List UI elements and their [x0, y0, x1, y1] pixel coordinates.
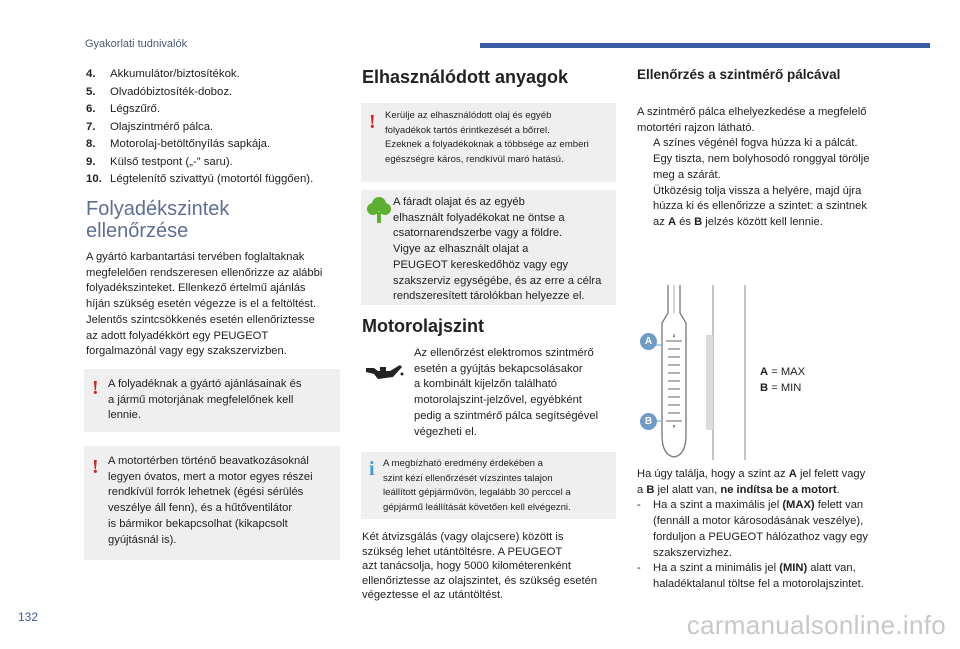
text-span: felett van — [814, 499, 864, 512]
list-item — [637, 561, 912, 592]
dipstick-graduations — [666, 341, 682, 421]
info-icon: i — [369, 458, 375, 480]
mark-b: B — [694, 215, 703, 228]
item-number: 9. — [86, 155, 96, 168]
heading-line: ellenőrzése — [86, 220, 189, 242]
list-item — [637, 136, 907, 152]
item-number: 6. — [86, 103, 96, 115]
text-line: Kerülje az elhasználódott olaj és egyéb — [385, 110, 552, 121]
text-span: Ha úgy találja, hogy a szint az — [637, 468, 789, 480]
list-item — [637, 498, 912, 561]
text-line: híján szükség esetén végezze is el a feltöltést. — [86, 298, 317, 311]
bullet-icon — [637, 136, 653, 152]
warning-text — [108, 454, 336, 548]
item-number: 4. — [86, 68, 96, 80]
text-bold: (MIN) — [779, 562, 808, 575]
item-text: Külső testpont („-” saru). — [110, 155, 233, 168]
warning-text — [108, 377, 336, 424]
text-line: A gyártó karbantartási tervében foglaltaknak — [86, 251, 305, 263]
text-line: A szintmérő pálca elhelyezkedése a megfelelő — [637, 106, 867, 118]
section-title: Gyakorlati tudnivalók — [85, 38, 188, 50]
legend-value: = MAX — [768, 366, 806, 378]
mark-a: A — [788, 468, 797, 480]
text-line: legyen óvatos, mert a motor egyes részei — [108, 470, 313, 483]
text-span: és — [676, 215, 695, 228]
watermark: carmanualsonline.info — [686, 610, 946, 640]
text-line: Ütközésig tolja vissza a helyére, majd újra — [653, 184, 862, 197]
text-line: veszélye áll fenn), és a hűtőventilátor — [108, 502, 293, 515]
list-item — [86, 101, 346, 119]
dipstick-outcome — [637, 467, 912, 593]
text-line: szint kézi ellenőrzését vízszintes talajon — [383, 472, 553, 484]
text-line: rendkívül forrók lehetnek (égési sérülés — [108, 486, 304, 499]
text-line: húzza ki és ellenőrizze a szintet: a szintnek — [653, 200, 867, 213]
list-item — [86, 84, 346, 102]
text-line: A fáradt olajat és az egyéb — [393, 196, 525, 208]
page-number: 132 — [18, 610, 39, 624]
list-item — [637, 184, 907, 231]
info-box — [361, 452, 616, 519]
text-line: gépjármű leállítását követően kell elvégezni. — [383, 501, 571, 513]
text-line: egészségre káros, rendkívül maró hatású. — [385, 153, 564, 165]
item-text: Motorolaj-betöltőnyílás sapkája. — [110, 138, 271, 150]
text-bold: (MAX) — [782, 499, 815, 512]
dash-mark: - — [637, 562, 641, 575]
text-span: az — [653, 215, 668, 228]
item-number: 8. — [86, 138, 96, 150]
text-line: esetén a gyújtás bekapcsolásakor — [414, 362, 583, 375]
text-line: azt tanácsolja, hogy 5000 kilométerenként — [362, 560, 571, 573]
text-line: Ezeknek a folyadékoknak a többsége az emberi — [385, 139, 589, 150]
callout-b-badge: B — [640, 413, 657, 430]
text-line: rendszeresített tárolókban helyezze el. — [393, 290, 585, 303]
header-bar — [480, 43, 930, 48]
engine-parts-list — [86, 66, 346, 189]
engine-oil-bottom — [362, 530, 618, 603]
dipstick-legend — [760, 365, 805, 396]
text-line: forduljon a PEUGEOT hálózathoz vagy egy — [653, 530, 868, 543]
text-line: folyadékszinteket. Ellenkező értelmű ajánlás — [86, 282, 306, 295]
text-line: végezheti el. — [414, 425, 477, 438]
info-text — [383, 457, 613, 515]
dipstick-heading: Ellenőrzés a szintmérő pálcával — [637, 67, 841, 82]
text-line: lennie. — [108, 409, 141, 422]
text-span: alatt van, — [807, 562, 856, 575]
text-line: pedig a szintmérő pálca segítségével — [414, 409, 599, 422]
item-text: Légtelenítő szivattyú (motortól függően). — [110, 173, 314, 185]
text-line: az adott folyadékkört egy PEUGEOT — [86, 329, 269, 342]
text-line: végeztesse el az utántöltést. — [362, 589, 504, 602]
text-line: elhasznált folyadékokat ne öntse a — [393, 211, 565, 224]
text-bold: ne indítsa be a motort — [720, 483, 837, 496]
legend-key: B — [760, 381, 769, 394]
text-line: ellenőriztesse az olajszintet, és szükség esetén — [362, 574, 598, 587]
fluid-levels-heading — [86, 198, 229, 242]
text-line: (fennáll a motor károsodásának veszélye), — [653, 515, 864, 528]
text-line: A színes végénél fogva húzza ki a pálcát. — [653, 137, 858, 150]
warning-icon: ! — [92, 456, 99, 478]
warning-box — [361, 103, 616, 182]
text-line: A motortérben történő beavatkozásoknál — [108, 455, 309, 467]
heading-line: Folyadékszintek — [86, 198, 230, 220]
oil-can-icon — [364, 362, 404, 386]
text-span: jel felett vagy — [796, 468, 866, 480]
environment-box — [361, 190, 616, 305]
used-materials-heading: Elhasználódott anyagok — [362, 67, 569, 87]
text-line — [653, 498, 868, 514]
text-line: motorolajszint-jelzővel, egyébként — [414, 394, 582, 407]
warning-box — [84, 446, 340, 560]
text-line: motortéri rajzon látható. — [637, 121, 755, 134]
engine-oil-intro — [414, 346, 614, 440]
text-line: Jelentős szintcsökkenés esetén ellenőriztesse — [86, 313, 315, 326]
text-line: forgalmazónál vagy egy szakszervizben. — [86, 345, 287, 358]
text-line: A folyadéknak a gyártó ajánlásainak és — [108, 378, 302, 390]
item-number: 7. — [86, 120, 96, 133]
oil-film — [706, 335, 713, 430]
text-line — [653, 215, 867, 231]
text-span: Ha a szint a minimális jel — [653, 562, 780, 575]
text-line: szakszervizhez. — [653, 546, 732, 559]
legend-key: A — [760, 366, 769, 378]
text-line: Egy tiszta, nem bolyhosodó ronggyal törölje — [653, 153, 870, 166]
text-line: haladéktalanul töltse fel a motorolajszintet. — [653, 577, 864, 590]
list-item — [637, 152, 907, 183]
list-item — [86, 66, 346, 84]
list-item — [86, 154, 346, 172]
legend-value: = MIN — [768, 381, 802, 394]
text-span: jel alatt van, — [654, 483, 721, 496]
warning-text — [385, 109, 613, 167]
text-line: Vigye az elhasznált olajat a — [393, 243, 529, 256]
dipstick-illustration — [630, 285, 750, 460]
text-line — [637, 483, 912, 499]
engine-oil-heading: Motorolajszint — [362, 316, 484, 336]
fluid-levels-paragraph — [86, 250, 340, 360]
text-span: a — [637, 483, 647, 496]
warning-icon: ! — [92, 377, 99, 399]
bullet-icon — [637, 152, 653, 183]
text-line: is bármikor bekapcsolhat (kikapcsolt — [108, 517, 288, 530]
text-line: szakszerviz egységébe, és az erre a célra — [393, 274, 602, 287]
text-line: szükség lehet utántöltésre. A PEUGEOT — [362, 545, 563, 558]
warning-box — [84, 369, 340, 432]
text-line: a jármű motorjának megfelelőnek kell — [108, 393, 294, 406]
text-line: a kombinált kijelzőn található — [414, 378, 558, 391]
legend-min — [760, 381, 805, 397]
legend-max — [760, 365, 805, 381]
dipstick-instructions — [637, 105, 907, 231]
list-item — [86, 119, 346, 137]
bullet-icon — [637, 184, 653, 231]
text-line — [637, 467, 912, 483]
mark-b: B — [646, 483, 655, 496]
text-line: leállított gépjárművön, legalább 30 perccel a — [383, 487, 571, 498]
text-line: Két átvizsgálás (vagy olajcsere) között is — [362, 531, 564, 543]
callout-a-badge: A — [640, 333, 657, 350]
text-line: gyújtásnál is). — [108, 533, 177, 546]
text-line: csatornarendszerbe vagy a földre. — [393, 227, 563, 240]
text-line: folyadékok tartós érintkezését a bőrrel. — [385, 124, 550, 136]
text-span: Ha a szint a maximális jel — [653, 499, 783, 512]
item-text: Olajszintmérő pálca. — [110, 120, 214, 133]
text-line: Az ellenőrzést elektromos szintmérő — [414, 347, 594, 359]
item-text: Olvadóbiztosíték-doboz. — [110, 85, 233, 98]
text-span: . — [836, 483, 840, 496]
tree-icon — [367, 196, 391, 224]
list-item — [86, 171, 346, 189]
text-span: jelzés között kell lennie. — [702, 215, 823, 228]
item-text: Légszűrő. — [110, 103, 161, 115]
text-line: PEUGEOT kereskedőhöz vagy egy — [393, 258, 569, 271]
text-line: megfelelően rendszeresen ellenőrizze az alábbi — [86, 266, 323, 279]
text-line: meg a szárát. — [653, 168, 721, 181]
mark-a: A — [667, 215, 677, 228]
text-line: A megbízható eredmény érdekében a — [383, 458, 544, 469]
environment-text — [393, 195, 613, 305]
item-number: 10. — [86, 173, 102, 185]
list-item — [86, 136, 346, 154]
item-number: 5. — [86, 85, 96, 98]
warning-icon: ! — [369, 111, 376, 133]
dash-mark: - — [637, 499, 641, 512]
item-text: Akkumulátor/biztosítékok. — [110, 68, 240, 80]
text-line — [653, 561, 864, 577]
